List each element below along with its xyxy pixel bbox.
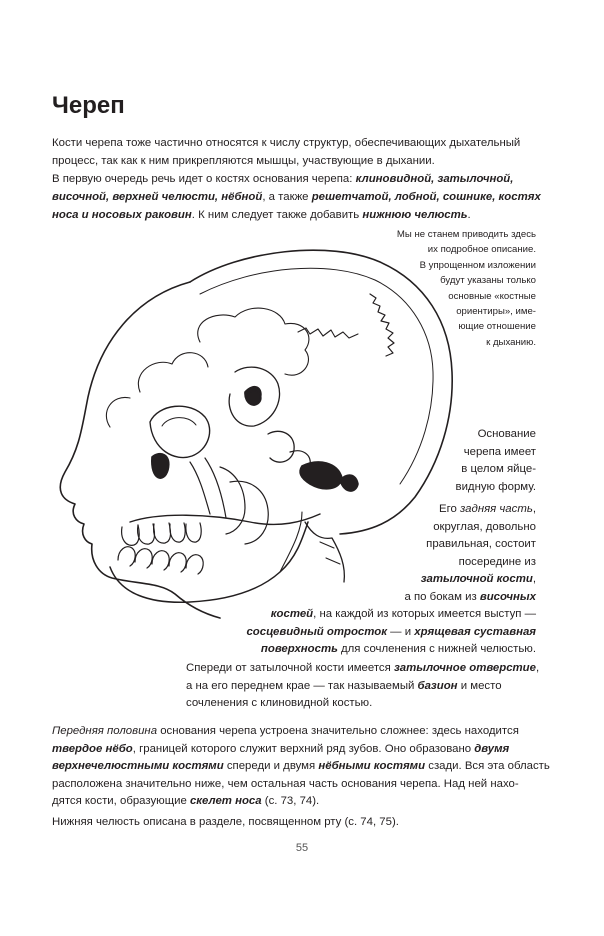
text-run: а по бокам из [404, 590, 480, 603]
side-note-line: будут указаны только [440, 275, 536, 287]
posterior-text-upper [405, 501, 537, 607]
posterior-line [246, 606, 536, 624]
text-run: сзади. Вся эта область [425, 760, 550, 773]
nasal-skeleton-term: скелет носа [189, 795, 262, 808]
text-run: Его [439, 503, 461, 515]
text-run: дятся кости, образующие [52, 795, 190, 808]
basion-term: базион [417, 679, 458, 692]
base-shape-line: Основание [477, 428, 536, 440]
foramen-line [186, 678, 539, 696]
intro-text-run: . [467, 209, 471, 221]
base-shape-line: в целом яйце- [461, 463, 536, 476]
orbit-outline [150, 406, 210, 457]
dark-cavity-3 [300, 462, 342, 489]
side-note-line: их подробное описание. [427, 244, 536, 256]
intro-paragraph-2 [52, 170, 557, 224]
text-run: , [535, 662, 540, 674]
text-run: спереди и двумя [223, 760, 319, 773]
anterior-line: расположена значительно ниже, чем остальная часть основания черепа. Над ней нахо- [52, 777, 519, 790]
posterior-line [246, 641, 536, 659]
spine-hint [305, 522, 344, 582]
text-run: — и [386, 625, 415, 638]
posterior-line [405, 589, 537, 607]
upper-teeth [122, 523, 202, 545]
text-run: для сочленения с нижней челюстью. [337, 643, 536, 656]
intro-text-run: , а также [262, 191, 312, 203]
base-shape-line: видную форму. [455, 480, 536, 493]
side-note-line: В упрощенном изложении [419, 259, 536, 271]
dark-cavity-1 [152, 454, 169, 478]
text-run: а на его переднем крае — так называемый [186, 679, 418, 692]
articular-surface-term: поверхность [260, 643, 338, 656]
anterior-line [52, 723, 550, 741]
anterior-line [52, 758, 550, 776]
posterior-text-lower [246, 606, 536, 659]
articular-surface-term: хрящевая суставная [414, 625, 536, 638]
side-note [346, 227, 536, 350]
maxillary-term: верхнечелюстными костями [52, 760, 224, 773]
intro-text-run: В первую очередь речь идет о костях основания черепа: [52, 173, 356, 185]
anterior-half-term: Передняя половина [52, 725, 158, 737]
intro-paragraph-1: Кости черепа тоже частично относятся к числу структур, обеспечивающих дыхательный процесс, так как к ним прикрепляются мышцы, участвующие в дыхании. [52, 137, 521, 167]
palatine-term: нёбными костями [318, 760, 426, 773]
side-note-line: ориентиры», име- [456, 306, 536, 318]
posterior-line: Его задняя часть, [439, 503, 536, 515]
head-profile-outline [60, 282, 220, 618]
posterior-term: задняя часть [460, 503, 533, 515]
hard-palate-term: твердое нёбо [52, 742, 133, 755]
temporal-bones-term: костей [270, 608, 314, 620]
side-note-line: основные «костные [448, 290, 536, 302]
bone-list-2: решетчатой, лобной, сошнике, костях носа и носовых раковин [52, 191, 541, 221]
temporal-bones-term: височных [479, 590, 536, 603]
posterior-line: правильная, состоит [426, 538, 536, 551]
page-number: 55 [295, 842, 309, 854]
intro-text-run: . К ним следует также добавить [191, 209, 363, 221]
anterior-line [52, 793, 550, 811]
posterior-line: округлая, довольно [433, 520, 536, 533]
bone-list-1: клиновидной, затылочной, височной, верхней челюсти, нёбной [52, 173, 514, 203]
foramen-line [186, 660, 539, 678]
foramen-paragraph [186, 660, 539, 713]
posterior-line: посередине из [458, 555, 536, 568]
foramen-magnum-term: затылочное отверстие [393, 662, 536, 674]
text-run: (с. 73, 74). [261, 795, 320, 808]
foramen-line: сочленения с клиновидной костью. [186, 697, 373, 710]
posterior-line [246, 624, 536, 642]
text-run: Спереди от затылочной кости имеется [186, 662, 394, 674]
side-note-line: Мы не станем приводить здесь [396, 229, 536, 240]
lower-teeth [118, 547, 203, 574]
maxillary-term: двумя [474, 742, 510, 755]
occipital-bone-term: затылочной кости [420, 573, 533, 586]
mandible-term: нижнюю челюсть [362, 209, 468, 221]
side-note-line: ющие отношение [458, 321, 536, 333]
base-shape-line: черепа имеет [463, 445, 536, 458]
text-run: , на каждой из которых имеется выступ — [313, 608, 536, 620]
side-note-line: к дыханию. [486, 336, 536, 348]
intro-text [52, 134, 557, 224]
text-run: основания черепа устроена значительно сложнее: здесь находится [157, 725, 519, 737]
text-run: , границей которого служит верхний ряд зубов. Оно образовано [132, 742, 475, 755]
jaw-paragraph: Нижняя челюсть описана в разделе, посвященном рту (с. 74, 75). [52, 816, 399, 828]
anterior-line [52, 741, 550, 759]
text-run: , [532, 573, 536, 586]
anterior-paragraph [52, 723, 550, 811]
mastoid-process-term: сосцевидный отросток [246, 625, 387, 638]
base-shape-text [456, 426, 536, 496]
text-run: и место [457, 679, 502, 692]
page-title: Череп [52, 92, 125, 119]
posterior-line [405, 571, 537, 589]
